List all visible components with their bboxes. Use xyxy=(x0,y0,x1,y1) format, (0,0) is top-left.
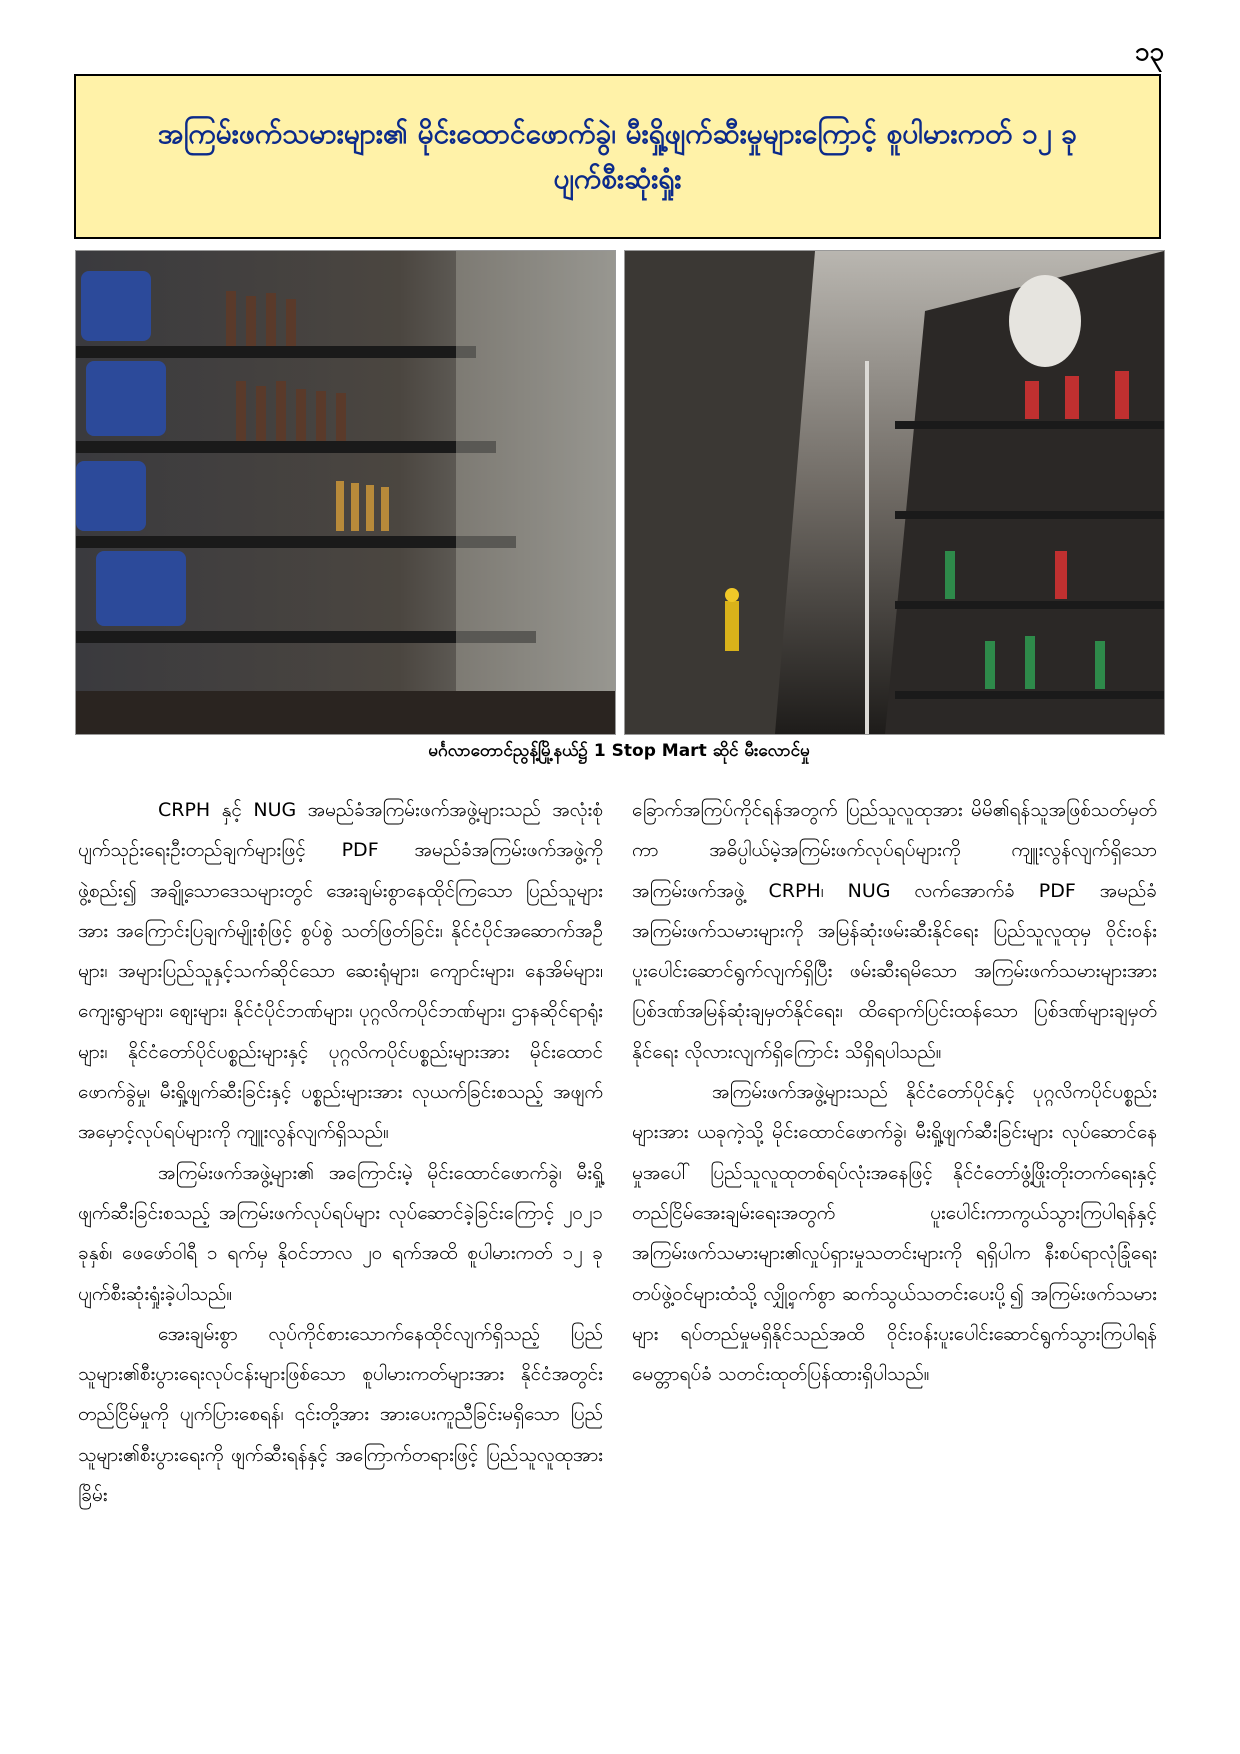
paragraph: အေးချမ်းစွာ လုပ်ကိုင်စားသောက်နေထိုင်လျက်ရှိသည့် ပြည်သူများ၏စီးပွားရေးလုပ်ငန်းများဖြစ်သော စူပါမားကတ်များအား နိုင်ငံအတွင်းတည်ငြိမ်မှုကို ပျက်ပြားစေရန်၊ ၎င်းတို့အား အားပေးကူညီခြင်းမရှိသော ပြည်သူများ၏စီးပွားရေးကို ဖျက်ဆီးရန်နှင့် အကြောက်တရားဖြင့် ပြည်သူလူထုအား ခြိမ်း xyxy=(78,1322,603,1507)
photo-caption: မင်္ဂလာတောင်ညွန့်မြို့နယ်၌ 1 Stop Mart ဆိုင် မီးလောင်မှု xyxy=(428,741,810,761)
photo-right-firefighter xyxy=(624,250,1165,735)
left-column xyxy=(78,790,603,1515)
article-title: အကြမ်းဖက်သမားများ၏ မိုင်းထောင်ဖောက်ခွဲ၊ မီးရှို့ဖျက်ဆီးမှုများကြောင့် စူပါမားကတ် ၁၂ ခုပျက်စီးဆုံးရှုံး xyxy=(157,116,1078,195)
paragraph: အကြမ်းဖက်အဖွဲ့များ၏ အကြောင်းမဲ့ မိုင်းထောင်ဖောက်ခွဲ၊ မီးရှို့ဖျက်ဆီးခြင်းစသည့် အကြမ်းဖက်လုပ်ရပ်များ လုပ်ဆောင်ခဲ့ခြင်းကြောင့် ၂၀၂၁ ခုနှစ်၊ ဖေဖော်ဝါရီ ၁ ရက်မှ နိုဝင်ဘာလ ၂၀ ရက်အထိ စူပါမားကတ် ၁၂ ခု ပျက်စီးဆုံးရှုံးခဲ့ပါသည်။ xyxy=(78,1161,603,1305)
paragraph: CRPH နှင့် NUG အမည်ခံအကြမ်းဖက်အဖွဲ့များသည် အလုံးစုံပျက်သုဉ်းရေးဦးတည်ချက်များဖြင့် PDF အမည်ခံအကြမ်းဖက်အဖွဲ့ကို ဖွဲ့စည်း၍ အချို့သောဒေသများတွင် အေးချမ်းစွာနေထိုင်ကြသော ပြည်သူများအား အကြောင်းပြချက်မျိုးစုံဖြင့် စွပ်စွဲ သတ်ဖြတ်ခြင်း၊ နိုင်ငံပိုင်အဆောက်အဦများ၊ အများပြည်သူနှင့်သက်ဆိုင်သော ဆေးရုံများ၊ ကျောင်းများ၊ နေအိမ်များ၊ ကျေးရွာများ၊ ဈေးများ၊ နိုင်ငံပိုင်ဘဏ်များ၊ ပုဂ္ဂလိကပိုင်ဘဏ်များ၊ ဌာနဆိုင်ရာရုံးများ၊ နိုင်ငံတော်ပိုင်ပစ္စည်းများနှင့် ပုဂ္ဂလိကပိုင်ပစ္စည်းများအား မိုင်းထောင်ဖောက်ခွဲမှု၊ မီးရှို့ဖျက်ဆီးခြင်းနှင့် ပစ္စည်းများအား လုယက်ခြင်းစသည့် အဖျက်အမှောင့်လုပ်ရပ်များကို ကျူးလွန်လျက်ရှိသည်။ xyxy=(78,799,603,1144)
title-box xyxy=(74,74,1161,239)
paragraph: အကြမ်းဖက်အဖွဲ့များသည် နိုင်ငံတော်ပိုင်နှင့် ပုဂ္ဂလိကပိုင်ပစ္စည်းများအား ယခုကဲ့သို့ မိုင်းထောင်ဖောက်ခွဲ၊ မီးရှို့ဖျက်ဆီးခြင်းများ လုပ်ဆောင်နေမှုအပေါ် ပြည်သူလူထုတစ်ရပ်လုံးအနေဖြင့် နိုင်ငံတော်ဖွံ့ဖြိုးတိုးတက်ရေးနှင့် တည်ငြိမ်အေးချမ်းရေးအတွက် ပူးပေါင်းကာကွယ်သွားကြပါရန်နှင့် အကြမ်းဖက်သမားများ၏လှုပ်ရှားမှုသတင်းများကို ရရှိပါက နီးစပ်ရာလုံခြုံရေးတပ်ဖွဲ့ဝင်များထံသို့ လျှို့ဝှက်စွာ ဆက်သွယ်သတင်းပေးပို့၍ အကြမ်းဖက်သမားများ ရပ်တည်မှုမရှိနိုင်သည်အထိ ဝိုင်းဝန်းပူးပေါင်းဆောင်ရွက်သွားကြပါရန် မေတ္တာရပ်ခံ သတင်းထုတ်ပြန်ထားရှိပါသည်။ xyxy=(632,1081,1157,1386)
photo-left-burned-aisle xyxy=(75,250,616,735)
paragraph: ခြောက်အကြပ်ကိုင်ရန်အတွက် ပြည်သူလူထုအား မိမိ၏ရန်သူအဖြစ်သတ်မှတ်ကာ အဓိပ္ပါယ်မဲ့အကြမ်းဖက်လုပ်ရပ်များကို ကျူးလွန်လျက်ရှိသော အကြမ်းဖက်အဖွဲ့ CRPH၊ NUG လက်အောက်ခံ PDF အမည်ခံ အကြမ်းဖက်သမားများကို အမြန်ဆုံးဖမ်းဆီးနိုင်ရေး ပြည်သူလူထုမှ ဝိုင်းဝန်းပူးပေါင်းဆောင်ရွက်လျက်ရှိပြီး ဖမ်းဆီးရမိသော အကြမ်းဖက်သမားများအား ပြစ်ဒဏ်အမြန်ဆုံးချမှတ်နိုင်ရေး၊ ထိရောက်ပြင်းထန်သော ပြစ်ဒဏ်များချမှတ်နိုင်ရေး လိုလားလျက်ရှိကြောင်း သိရှိရပါသည်။ xyxy=(632,799,1157,1063)
page-number: ၁၃ xyxy=(1134,37,1164,67)
right-column xyxy=(632,790,1157,1394)
